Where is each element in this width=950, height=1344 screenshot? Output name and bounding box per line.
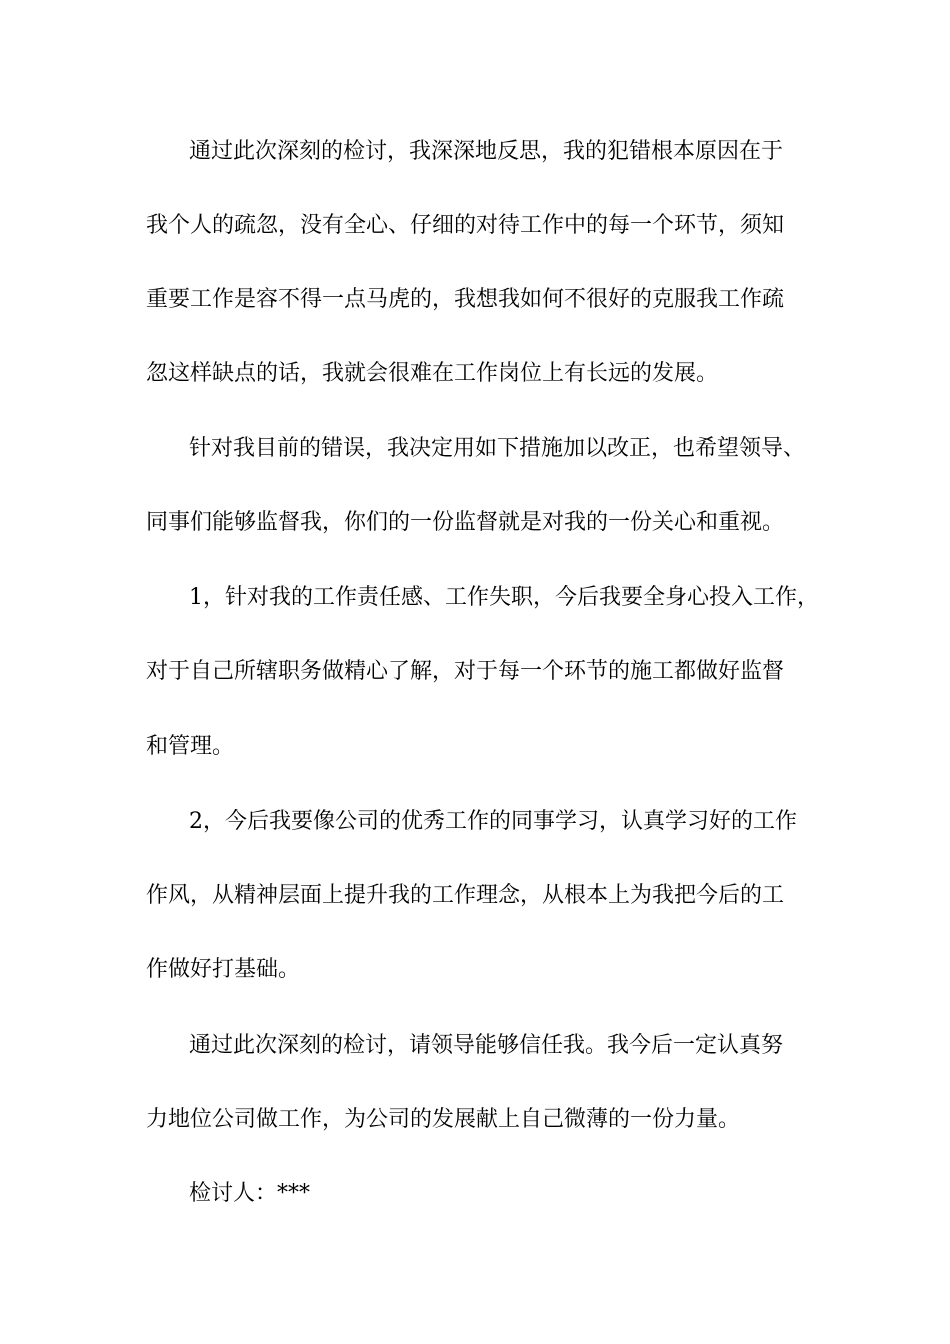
paragraph-2-line-2: 同事们能够监督我，你们的一份监督就是对我的一份关心和重视。 [146, 510, 785, 535]
paragraph-1-line-4: 忽这样缺点的话，我就会很难在工作岗位上有长远的发展。 [146, 361, 719, 386]
paragraph-4-line-2: 作风，从精神层面上提升我的工作理念，从根本上为我把今后的工 [146, 883, 785, 908]
paragraph-3-line-1: 1，针对我的工作责任感、工作失职，今后我要全身心投入工作， [189, 585, 819, 610]
paragraph-5-line-1: 通过此次深刻的检讨，请领导能够信任我。我今后一定认真努 [189, 1033, 784, 1058]
paragraph-3-line-3: 和管理。 [146, 734, 235, 759]
paragraph-4-line-3: 作做好打基础。 [146, 957, 301, 982]
paragraph-2-line-1: 针对我目前的错误，我决定用如下措施加以改正，也希望领导、 [189, 436, 806, 461]
paragraph-4-line-1: 2，今后我要像公司的优秀工作的同事学习，认真学习好的工作 [189, 809, 797, 834]
paragraph-1-line-2: 我个人的疏忽，没有全心、仔细的对待工作中的每一个环节，须知 [146, 213, 785, 238]
paragraph-3-line-2: 对于自己所辖职务做精心了解，对于每一个环节的施工都做好监督 [146, 659, 785, 684]
paragraph-1-line-3: 重要工作是容不得一点马虎的，我想我如何不很好的克服我工作疏 [146, 287, 785, 312]
signature-line: 检讨人：*** [189, 1181, 311, 1206]
paragraph-1-line-1: 通过此次深刻的检讨，我深深地反思，我的犯错根本原因在于 [189, 139, 784, 164]
paragraph-5-line-2: 力地位公司做工作，为公司的发展献上自己微薄的一份力量。 [146, 1107, 741, 1132]
